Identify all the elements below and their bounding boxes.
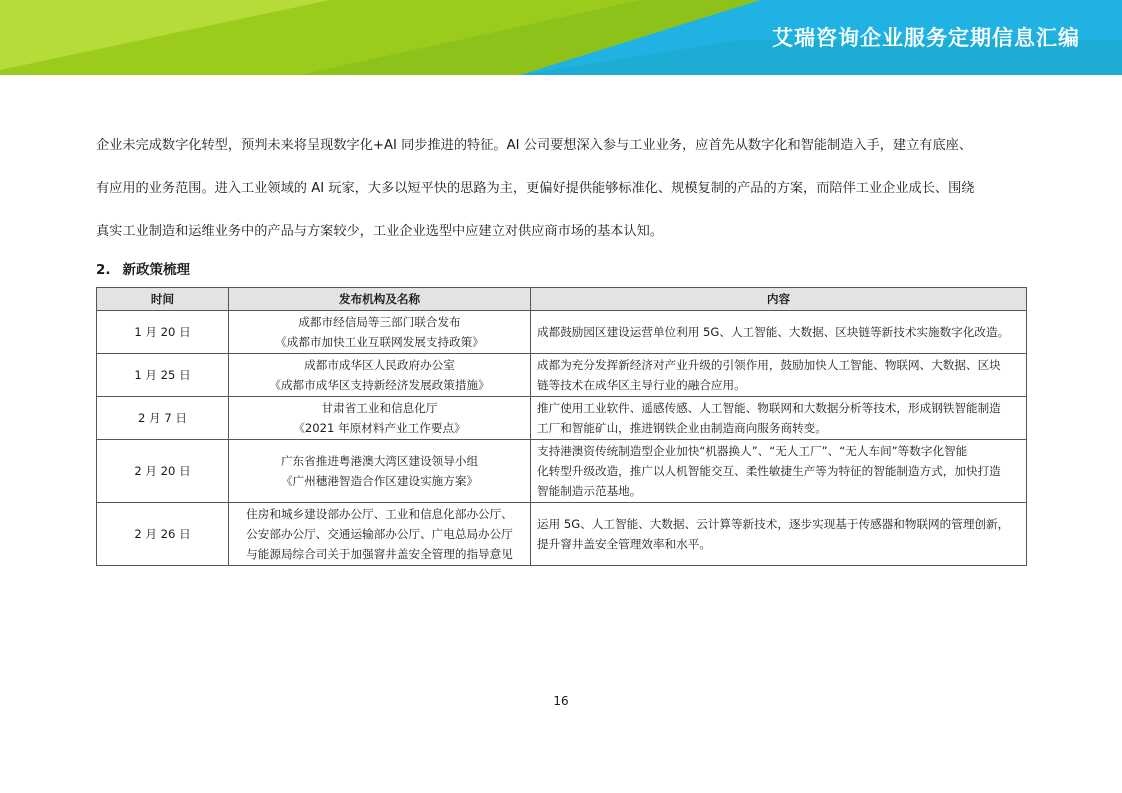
content-line: 智能制造示范基地。 (537, 484, 642, 498)
header-title: 艾瑞咨询企业服务定期信息汇编 (772, 26, 1080, 50)
org-line: 成都市经信局等三部门联合发布 (298, 315, 461, 329)
header-org: 发布机构及名称 (229, 288, 531, 311)
cell-org (229, 397, 531, 440)
cell-date: 1 月 25 日 (97, 354, 229, 397)
cell-date: 2 月 20 日 (97, 440, 229, 503)
table-row (97, 503, 1027, 566)
content-line: 推广使用工业软件、遥感传感、人工智能、物联网和大数据分析等技术，形成钢铁智能制造 (537, 401, 1001, 415)
org-line: 《成都市加快工业互联网发展支持政策》 (275, 335, 484, 349)
intro-paragraph (96, 124, 1031, 253)
cell-date: 2 月 26 日 (97, 503, 229, 566)
content-line: 化转型升级改造，推广以人机智能交互、柔性敏捷生产等为特征的智能制造方式，加快打造 (537, 464, 1001, 478)
cell-content (531, 354, 1027, 397)
org-line: 住房和城乡建设部办公厅、工业和信息化部办公厅、 (246, 507, 513, 521)
cell-date: 2 月 7 日 (97, 397, 229, 440)
content-line: 提升窨井盖安全管理效率和水平。 (537, 537, 711, 551)
cell-org (229, 311, 531, 354)
org-line: 《成都市成华区支持新经济发展政策措施》 (269, 378, 490, 392)
section-title-text: 新政策梳理 (122, 262, 191, 278)
org-line: 广东省推进粤港澳大湾区建设领导小组 (280, 454, 479, 468)
content-line: 成都鼓励园区建设运营单位利用 5G、人工智能、大数据、区块链等新技术实施数字化改造。 (537, 325, 1010, 339)
table-row (97, 311, 1027, 354)
org-line: 与能源局综合司关于加强窨井盖安全管理的指导意见 (246, 547, 513, 561)
cell-content (531, 397, 1027, 440)
table-row (97, 397, 1027, 440)
content-line: 运用 5G、人工智能、大数据、云计算等新技术，逐步实现基于传感器和物联网的管理创新， (537, 517, 1010, 531)
paragraph-line: 有应用的业务范围。进入工业领域的 AI 玩家，大多以短平快的思路为主，更偏好提供能够标准化、规模复制的产品的方案，而陪伴工业企业成长、围绕 (96, 181, 975, 196)
content-line: 工厂和智能矿山，推进钢铁企业由制造商向服务商转变。 (537, 421, 827, 435)
section-number: 2. (96, 262, 111, 278)
cell-org (229, 440, 531, 503)
cell-content (531, 311, 1027, 354)
section-heading (96, 258, 190, 278)
cell-date: 1 月 20 日 (97, 311, 229, 354)
cell-content (531, 440, 1027, 503)
org-line: 成都市成华区人民政府办公室 (304, 358, 455, 372)
content-line: 支持港澳资传统制造型企业加快“机器换人”、“无人工厂”、“无人车间”等数字化智能 (537, 444, 968, 458)
org-line: 公安部办公厅、交通运输部办公厅、广电总局办公厅 (246, 527, 513, 541)
page-number: 16 (553, 694, 569, 708)
table-row (97, 440, 1027, 503)
content-line: 成都为充分发挥新经济对产业升级的引领作用，鼓励加快人工智能、物联网、大数据、区块 (537, 358, 1001, 372)
paragraph-line: 真实工业制造和运维业务中的产品与方案较少，工业企业选型中应建立对供应商市场的基本认知。 (96, 224, 664, 239)
page-header (0, 0, 1122, 75)
org-line: 《2021 年原材料产业工作要点》 (293, 421, 466, 435)
org-line: 甘肃省工业和信息化厅 (321, 401, 438, 415)
header-content: 内容 (531, 288, 1027, 311)
org-line: 《广州穗港智造合作区建设实施方案》 (280, 474, 479, 488)
content-line: 链等技术在成华区主导行业的融合应用。 (537, 378, 746, 392)
cell-content (531, 503, 1027, 566)
header-date: 时间 (97, 288, 229, 311)
table-header-row (97, 288, 1027, 311)
cell-org (229, 354, 531, 397)
policy-table (96, 287, 1027, 566)
cell-org (229, 503, 531, 566)
paragraph-line: 企业未完成数字化转型，预判未来将呈现数字化+AI 同步推进的特征。AI 公司要想深入参与工业业务，应首先从数字化和智能制造入手，建立有底座、 (96, 138, 973, 153)
table-row (97, 354, 1027, 397)
